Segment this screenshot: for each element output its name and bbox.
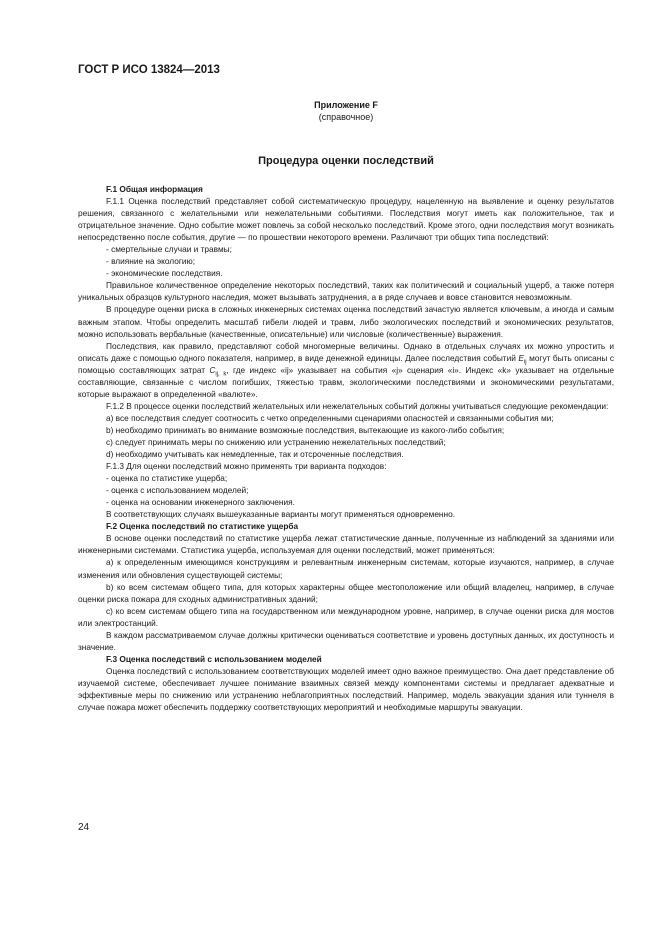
paragraph: В основе оценки последствий по статистике ущерба лежат статистические данные, полученные из наблюдений за зданиями или инженерными системами. Статистика ущерба, используемая для оценки последствий, может применяться: [78, 533, 614, 556]
symbol-c: C [209, 364, 216, 375]
paragraph: F.1.3 Для оценки последствий можно применять три варианта подходов: [106, 461, 387, 472]
paragraph: В соответствующих случаях вышеуказанные варианты могут применяться одновременно. [106, 509, 456, 520]
page-number: 24 [78, 822, 90, 833]
list-item: - влияние на экологию; [106, 256, 196, 267]
list-item: - смертельные случаи и травмы; [106, 244, 232, 255]
paragraph-consequences [78, 340, 614, 400]
paragraph: Оценка последствий с использованием соответствующих моделей имеет одно важное преимущество. Она дает представление об изучаемой системе, обеспечивает лучшее понимание взаимных связей между компонентами системы и предлагает адекватные и эффективные меры по снижению или устранению неблагоприятных последствий. Например, модель эвакуации здания или туннеля в случае пожара может обеспечить поддержку соответствующих мероприятий и необходимые маршруты эвакуации. [78, 665, 614, 713]
text-fragment: , где индекс «ij» указывает на события «j» сценария «i». Индекс «k» указывает на отдельные составляющие, связанные с числом погибших, тяжестью травм, экологическими последствиями и экономическими результатами, которые выражают в определенной «валюте». [78, 364, 614, 399]
document-header: ГОСТ Р ИСО 13824—2013 [78, 64, 220, 76]
section-heading-f2: F.2 Оценка последствий по статистике ущерба [106, 521, 299, 532]
list-item: b) ко всем системам общего типа, для которых характерны общее местоположение или общий владелец, например, в случае оценки риска пожара для сходных административных зданий; [78, 581, 614, 604]
list-item: d) необходимо учитывать как немедленные, так и отсроченные последствия. [106, 449, 404, 460]
document-body [78, 183, 614, 713]
paragraph: В каждом рассматриваемом случае должны критически оцениваться соответствие и уровень доступных данных, их доступность и значение. [78, 629, 614, 652]
list-item: - оценка на основании инженерного заключения. [106, 497, 295, 508]
symbol-e: E [518, 352, 524, 363]
paragraph: Правильное количественное определение некоторых последствий, таких как политический и социальный ущерб, а также потеря уникальных образцов культурного наследия, может вызывать затруднения, а в ряде случаев и вовсе становится невозможным. [78, 280, 614, 303]
paragraph: В процедуре оценки риска в сложных инженерных системах оценка последствий зачастую является ключевым, а иногда и самым важным этапом. Чтобы определить масштаб гибели людей и травм, либо экологических последствий и экономических результатов, можно использовать вербальные (качественные, описательные) или числовые (количественные) выражения. [78, 304, 614, 339]
section-heading-f1: F.1 Общая информация [106, 184, 203, 194]
page-title: Процедура оценки последствий [258, 155, 434, 167]
annex-label [78, 99, 614, 123]
annex-title: Приложение F [314, 100, 378, 110]
section-heading-f3: F.3 Оценка последствий с использованием моделей [106, 653, 322, 664]
paragraph: F.1.2 В процессе оценки последствий желательных или нежелательных событий должны учитываться следующие рекомендации: [106, 400, 609, 411]
list-item: - оценка по статистике ущерба; [106, 473, 228, 484]
text-fragment: могут быть описаны с помощью составляющих затрат [78, 352, 614, 375]
text-fragment: Последствия, как правило, представляют собой многомерные величины. Однако в отдельных случаях их можно упростить и описать даже с помощью одного показателя, например, в виде денежной единицы. Далее последствия событий [78, 340, 614, 363]
list-item: - оценка с использованием моделей; [106, 485, 249, 496]
subscript: ij [523, 359, 527, 366]
list-item: c) ко всем системам общего типа на государственном или международном уровне, например, в случае оценки риска для мостов или электростанций. [78, 605, 614, 628]
list-item: а) к определенным имеющимся конструкциям и релевантным инженерным системам, которые изучаются, например, в случае изменения или обновления существующей системы; [78, 557, 614, 580]
list-item: - экономические последствия. [106, 268, 223, 279]
subscript: ij, k [215, 371, 227, 378]
list-item: c) следует принимать меры по снижению или устранению нежелательных последствий; [106, 436, 446, 447]
annex-status: (справочное) [318, 112, 374, 122]
list-item: а) все последствия следует соотносить с четко определенными сценариями опасностей и связанными события ми; [106, 412, 554, 423]
paragraph: F.1.1 Оценка последствий представляет собой систематическую процедуру, нацеленную на выявление и оценку результатов решения, связанного с желательными или нежелательными событиями. Последствия могут иметь как положительное, так и отрицательное значение. Одно событие может повлечь за собой несколько последствий. Кроме этого, одни последствия могут возникать непосредственно после события, другие — по прошествии некоторого времени. Различают три общих типа последствий: [78, 196, 614, 243]
list-item: b) необходимо принимать во внимание возможные последствия, вытекающие из какого-либо события; [106, 424, 505, 435]
